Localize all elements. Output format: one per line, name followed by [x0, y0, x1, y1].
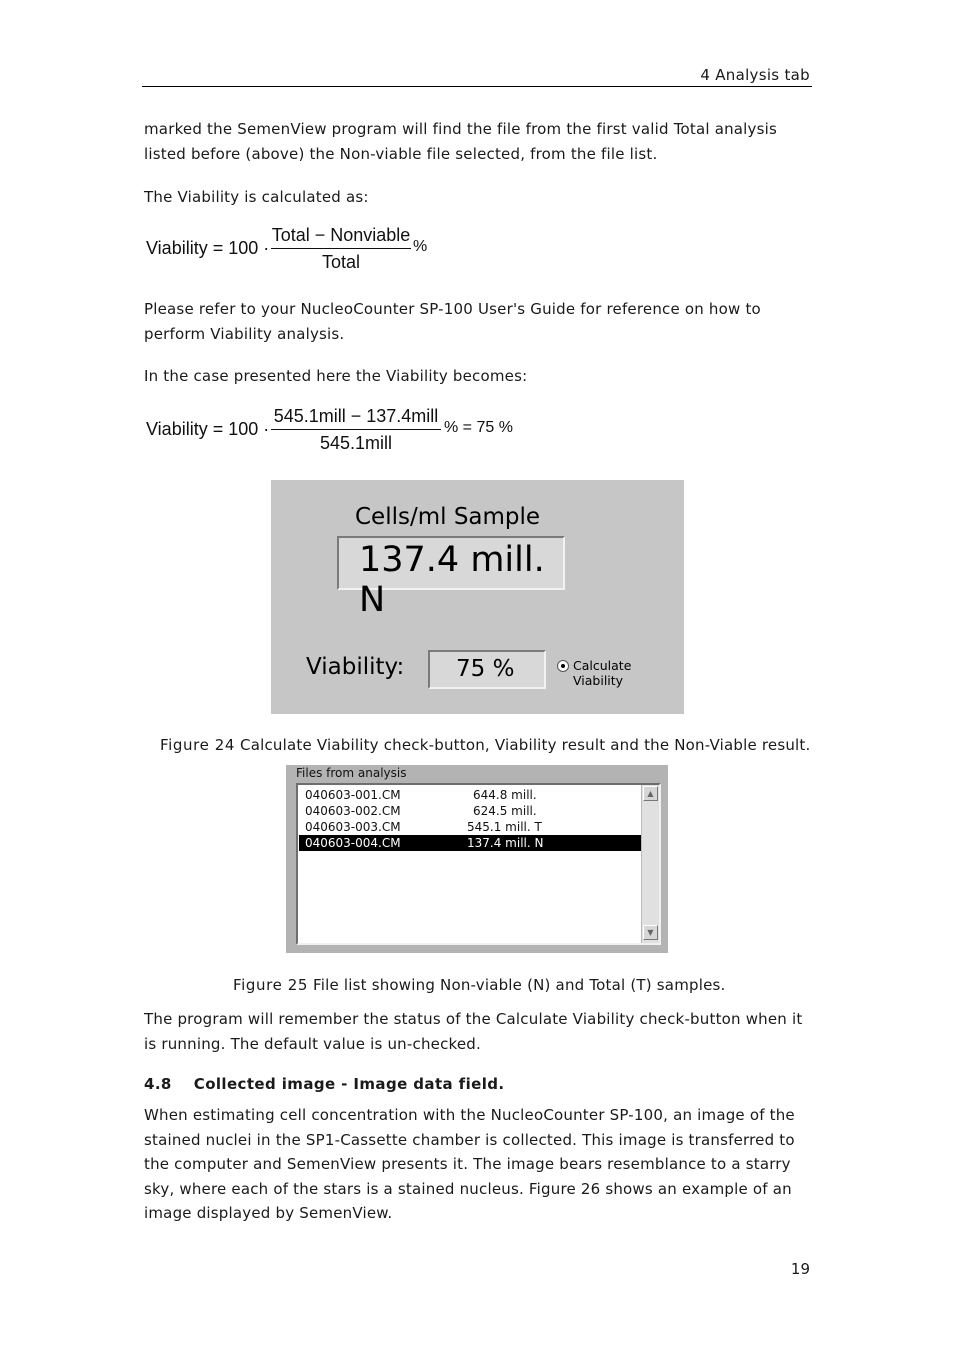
- file-list-row-selected[interactable]: [299, 835, 641, 851]
- fraction-bar: [271, 429, 441, 430]
- equation-numerator: 545.1mill − 137.4mill: [273, 406, 439, 426]
- file-value: 644.8 mill.: [473, 788, 537, 802]
- file-list-row[interactable]: [299, 803, 641, 819]
- equation-lhs: Viability = 100 ·: [146, 419, 270, 439]
- equation-fraction: [271, 406, 441, 454]
- scroll-up-arrow-icon[interactable]: ▲: [643, 786, 658, 801]
- file-list-scrollbar[interactable]: [641, 785, 659, 943]
- section-heading: [144, 1075, 504, 1093]
- equation-denominator: 545.1mill: [319, 433, 393, 453]
- fraction-bar: [271, 248, 411, 249]
- paragraph-4: In the case presented here the Viability becomes:: [144, 367, 528, 385]
- viability-label: Viability:: [306, 654, 405, 680]
- scroll-down-arrow-icon[interactable]: ▼: [643, 925, 658, 940]
- figure-24-caption-text: Calculate Viability check-button, Viability result and the Non-Viable result.: [240, 736, 811, 754]
- file-name: 040603-003.CM: [305, 820, 401, 834]
- figure-25-caption-text: File list showing Non-viable (N) and Total (T) samples.: [313, 976, 726, 994]
- file-list[interactable]: [296, 783, 661, 945]
- file-name: 040603-001.CM: [305, 788, 401, 802]
- cells-ml-sample-title: Cells/ml Sample: [355, 504, 541, 530]
- figure-24-caption: [160, 736, 810, 754]
- figure-25-caption-label: Figure 25: [233, 976, 309, 994]
- file-name: 040603-004.CM: [305, 836, 401, 850]
- equation-fraction: [271, 225, 411, 273]
- paragraph-6: When estimating cell concentration with the NucleoCounter SP-100, an image of the stained nuclei in the SP1-Cassette chamber is collected. This image is transferred to the computer and SemenView presents it. The image bears resemblance to a starry sky, where each of the stars is a stained nucleus. Figure 26 shows an example of an image displayed by SemenView.: [144, 1106, 795, 1222]
- section-title: Collected image - Image data field.: [193, 1075, 505, 1093]
- file-value: 545.1 mill. T: [467, 820, 542, 834]
- page-number: 19: [790, 1260, 810, 1278]
- paragraph-1: marked the SemenView program will find the file from the first valid Total analysis listed before (above) the Non-viable file selected, from the file list.: [144, 120, 778, 163]
- file-name: 040603-002.CM: [305, 804, 401, 818]
- file-list-row[interactable]: [299, 787, 641, 803]
- calculate-viability-label[interactable]: Calculate Viability: [573, 658, 632, 688]
- equation-rhs: % = 75 %: [444, 419, 513, 436]
- calculate-viability-radio-icon[interactable]: [557, 660, 569, 672]
- figure-24-panel: [271, 480, 684, 714]
- equation-numerator: Total − Nonviable: [271, 225, 411, 245]
- cells-ml-sample-display: [337, 536, 565, 620]
- equation-rhs: %: [413, 238, 428, 255]
- file-list-row[interactable]: [299, 819, 641, 835]
- equation-lhs: Viability = 100 ·: [146, 238, 270, 258]
- paragraph-2: The Viability is calculated as:: [144, 188, 369, 206]
- running-head: 4 Analysis tab: [700, 66, 810, 84]
- header-rule: [142, 86, 812, 87]
- files-from-analysis-title: Files from analysis: [296, 766, 407, 780]
- figure-25-caption: [233, 976, 726, 994]
- section-number: 4.8: [144, 1075, 172, 1093]
- figure-25-panel: [286, 765, 668, 953]
- file-value: 624.5 mill.: [473, 804, 537, 818]
- file-value: 137.4 mill. N: [467, 836, 544, 850]
- paragraph-3: Please refer to your NucleoCounter SP-100 User's Guide for reference on how to perform Viability analysis.: [144, 300, 761, 343]
- figure-24-caption-label: Figure 24: [160, 736, 236, 754]
- viability-display: [428, 650, 546, 689]
- viability-value: 75 %: [456, 656, 515, 682]
- equation-denominator: Total: [321, 252, 361, 272]
- paragraph-5: The program will remember the status of the Calculate Viability check-button when it is running. The default value is un-checked.: [144, 1010, 803, 1053]
- cells-ml-sample-value: 137.4 mill. N: [359, 540, 545, 620]
